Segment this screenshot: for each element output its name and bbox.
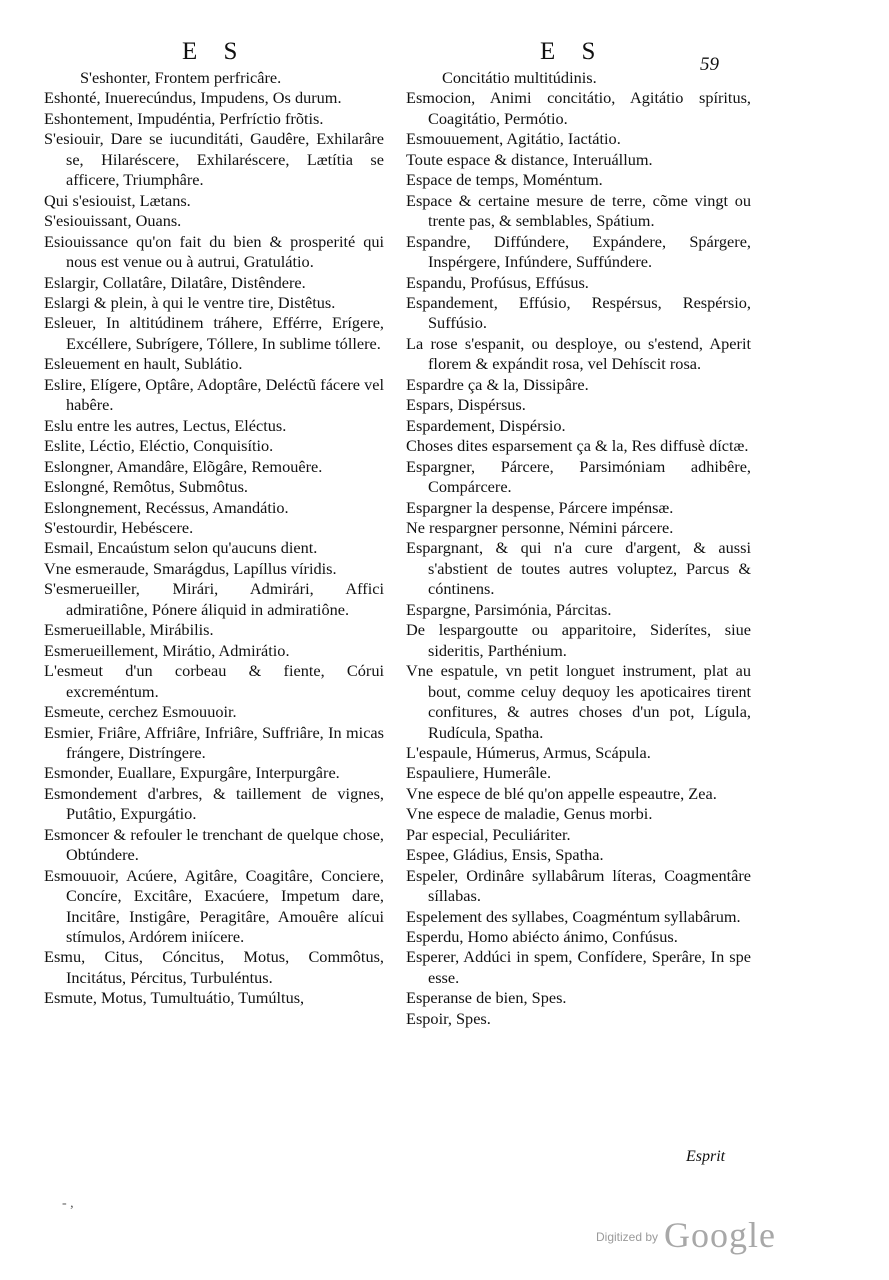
dictionary-entry: Vne espece de maladie, Genus morbi. (406, 804, 653, 824)
dictionary-entry: Espauliere, Humerâle. (406, 763, 552, 783)
dictionary-entry: Eslargi & plein, à qui le ventre tire, Distêtus. (44, 292, 336, 312)
dictionary-entry: Espandement, Effúsio, Respérsus, Respérsio, Suffúsio. (406, 292, 751, 333)
dictionary-entry: Espardre ça & la, Dissipâre. (406, 374, 589, 394)
dictionary-entry: S'eshonter, Frontem perfricâre. (80, 68, 282, 87)
dictionary-entry: Esmocion, Animi concitátio, Agitátio spíritus, Coagitátio, Permótio. (406, 88, 751, 128)
dictionary-entry: Esmail, Encaústum selon qu'aucuns dient. (44, 538, 318, 558)
dictionary-entry: Eslu entre les autres, Lectus, Eléctus. (44, 415, 287, 435)
dictionary-entry: Esperanse de bien, Spes. (406, 988, 567, 1008)
running-head-left: E S (182, 38, 248, 65)
page-number: 59 (700, 54, 719, 75)
dictionary-entry: Esmute, Motus, Tumultuátio, Tumúltus, (44, 988, 305, 1008)
dictionary-entry: Espandu, Profúsus, Effúsus. (406, 272, 589, 292)
dictionary-entry: Esperdu, Homo abiécto ánimo, Confúsus. (406, 927, 678, 947)
left-column (44, 68, 384, 1009)
dictionary-entry: Esmerueillable, Mirábilis. (44, 620, 214, 640)
dictionary-entry: Espelement des syllabes, Coagméntum syllabârum. (406, 906, 741, 926)
digitized-by-label: Digitized by (596, 1230, 659, 1244)
dictionary-entry: Esperer, Addúci in spem, Confídere, Sperâre, In spe esse. (406, 947, 751, 987)
dictionary-entry: Espee, Gládius, Ensis, Spatha. (406, 845, 604, 865)
dictionary-entry: S'esiouissant, Ouans. (44, 211, 182, 231)
dictionary-entry: Esmoncer & refouler le trenchant de quelque chose, Obtúndere. (44, 824, 384, 865)
dictionary-entry: Espandre, Diffúndere, Expándere, Spárgere, Inspérgere, Infúndere, Suffúndere. (406, 231, 751, 272)
dictionary-entry: Espardement, Dispérsio. (406, 415, 566, 435)
dictionary-entry: Espargner, Párcere, Parsimóniam adhibêre, Compárcere. (406, 456, 751, 497)
dictionary-entry: S'esmerueiller, Mirári, Admirári, Affici admiratiône, Pónere áliquid in admiratiône. (44, 579, 384, 619)
dictionary-entry: Eshonté, Inuerecúndus, Impudens, Os durum. (44, 88, 342, 108)
catchword: Esprit (686, 1148, 726, 1165)
dictionary-entry: Vne esmeraude, Smarágdus, Lapíllus víridis. (44, 558, 337, 578)
dictionary-entry: La rose s'espanit, ou desploye, ou s'estend, Aperit florem & expándit rosa, vel Dehíscit rosa. (406, 333, 751, 374)
dictionary-entry: Eslite, Léctio, Eléctio, Conquisítio. (44, 436, 274, 456)
dictionary-entry: Eslongnement, Recéssus, Amandátio. (44, 497, 289, 517)
dictionary-entry: Espargner la despense, Párcere impénsæ. (406, 497, 674, 517)
dictionary-entry: Esmier, Friâre, Affriâre, Infriâre, Suffriâre, In micas frángere, Distríngere. (44, 722, 384, 762)
dictionary-entry: Esmerueillement, Mirátio, Admirátio. (44, 640, 290, 660)
dictionary-entry: Esmeute, cerchez Esmouuoir. (44, 702, 237, 722)
dictionary-entry: L'espaule, Húmerus, Armus, Scápula. (406, 742, 651, 762)
dictionary-entry: Eslongner, Amandâre, Elõgâre, Remouêre. (44, 456, 323, 476)
dictionary-entry: Esleuer, In altitúdinem tráhere, Efférre, Erígere, Excéllere, Subrígere, Tóllere, In sublime tóllere. (44, 313, 384, 353)
dictionary-entry: Toute espace & distance, Interuállum. (406, 149, 653, 169)
dictionary-entry: Esmu, Citus, Cóncitus, Motus, Commôtus, Incitátus, Pércitus, Turbuléntus. (44, 947, 384, 987)
dictionary-entry: Ne respargner personne, Némini párcere. (406, 517, 674, 537)
dictionary-entry: Espargne, Parsimónia, Párcitas. (406, 599, 612, 619)
dictionary-entry: Espace de temps, Moméntum. (406, 170, 603, 190)
dictionary-entry: Espoir, Spes. (406, 1008, 491, 1028)
digitized-watermark (596, 1214, 776, 1256)
dictionary-entry: Esmondement d'arbres, & taillement de vignes, Putâtio, Expurgátio. (44, 783, 384, 824)
dictionary-entry: L'esmeut d'un corbeau & fiente, Córui excreméntum. (44, 661, 384, 701)
dictionary-entry: Eslire, Elígere, Optâre, Adoptâre, Deléctũ fácere vel habêre. (44, 374, 384, 415)
dictionary-entry: Eslargir, Collatâre, Dilatâre, Distêndere. (44, 272, 306, 292)
dictionary-entry: Concitátio multitúdinis. (442, 68, 597, 87)
dictionary-entry: De lespargoutte ou apparitoire, Siderítes, siue sideritis, Parthénium. (406, 620, 751, 660)
dictionary-entry: Espace & certaine mesure de terre, cõme vingt ou trente pas, & semblables, Spátium. (406, 190, 751, 231)
dictionary-entry: Qui s'esiouist, Lætans. (44, 190, 191, 210)
dictionary-entry: Vne espatule, vn petit longuet instrument, plat au bout, comme celuy dequoy les apoticaires tirent confitures, & autres choses d'un pot, Lígula, Rudícula, Spatha. (406, 661, 751, 742)
dictionary-entry: Eslongné, Remôtus, Submôtus. (44, 477, 248, 497)
dictionary-entry: Esleuement en hault, Sublátio. (44, 354, 243, 374)
dictionary-entry: Espargnant, & qui n'a cure d'argent, & aussi s'abstient de toutes autres voluptez, Parcus & cóntinens. (406, 538, 751, 599)
dictionary-entry: S'esiouir, Dare se iucunditáti, Gaudêre, Exhilarâre se, Hilaréscere, Exhilaréscere, Lætítia se afficere, Triumphâre. (44, 129, 384, 190)
dictionary-entry: Espars, Dispérsus. (406, 395, 526, 415)
dictionary-entry: Esmouuement, Agitátio, Iactátio. (406, 129, 621, 149)
right-column (406, 68, 751, 1029)
running-head-right: E S (540, 38, 606, 65)
dictionary-entry: Vne espece de blé qu'on appelle espeautre, Zea. (406, 783, 717, 803)
bottom-marks: - , (62, 1196, 74, 1211)
dictionary-entry: Par especial, Peculiáriter. (406, 824, 571, 844)
dictionary-entry: Choses dites esparsement ça & la, Res diffusè díctæ. (406, 436, 749, 456)
dictionary-entry: Esmonder, Euallare, Expurgâre, Interpurgâre. (44, 763, 340, 783)
dictionary-entry: Espeler, Ordinâre syllabârum líteras, Coagmentâre síllabas. (406, 865, 751, 906)
google-logo: Google (664, 1215, 777, 1255)
dictionary-entry: Eshontement, Impudéntia, Perfríctio frõtis. (44, 108, 324, 128)
dictionary-entry: Esmouuoir, Acúere, Agitâre, Coagitâre, Conciere, Concíre, Excitâre, Exacúere, Impetum dare, Incitâre, Instigâre, Peragitâre, Amouêre alícui stímulos, Ardórem iniícere. (44, 865, 384, 947)
dictionary-entry: Esiouissance qu'on fait du bien & prosperité qui nous est venue ou à autrui, Gratulátio. (44, 231, 384, 272)
dictionary-entry: S'estourdir, Hebéscere. (44, 517, 194, 537)
